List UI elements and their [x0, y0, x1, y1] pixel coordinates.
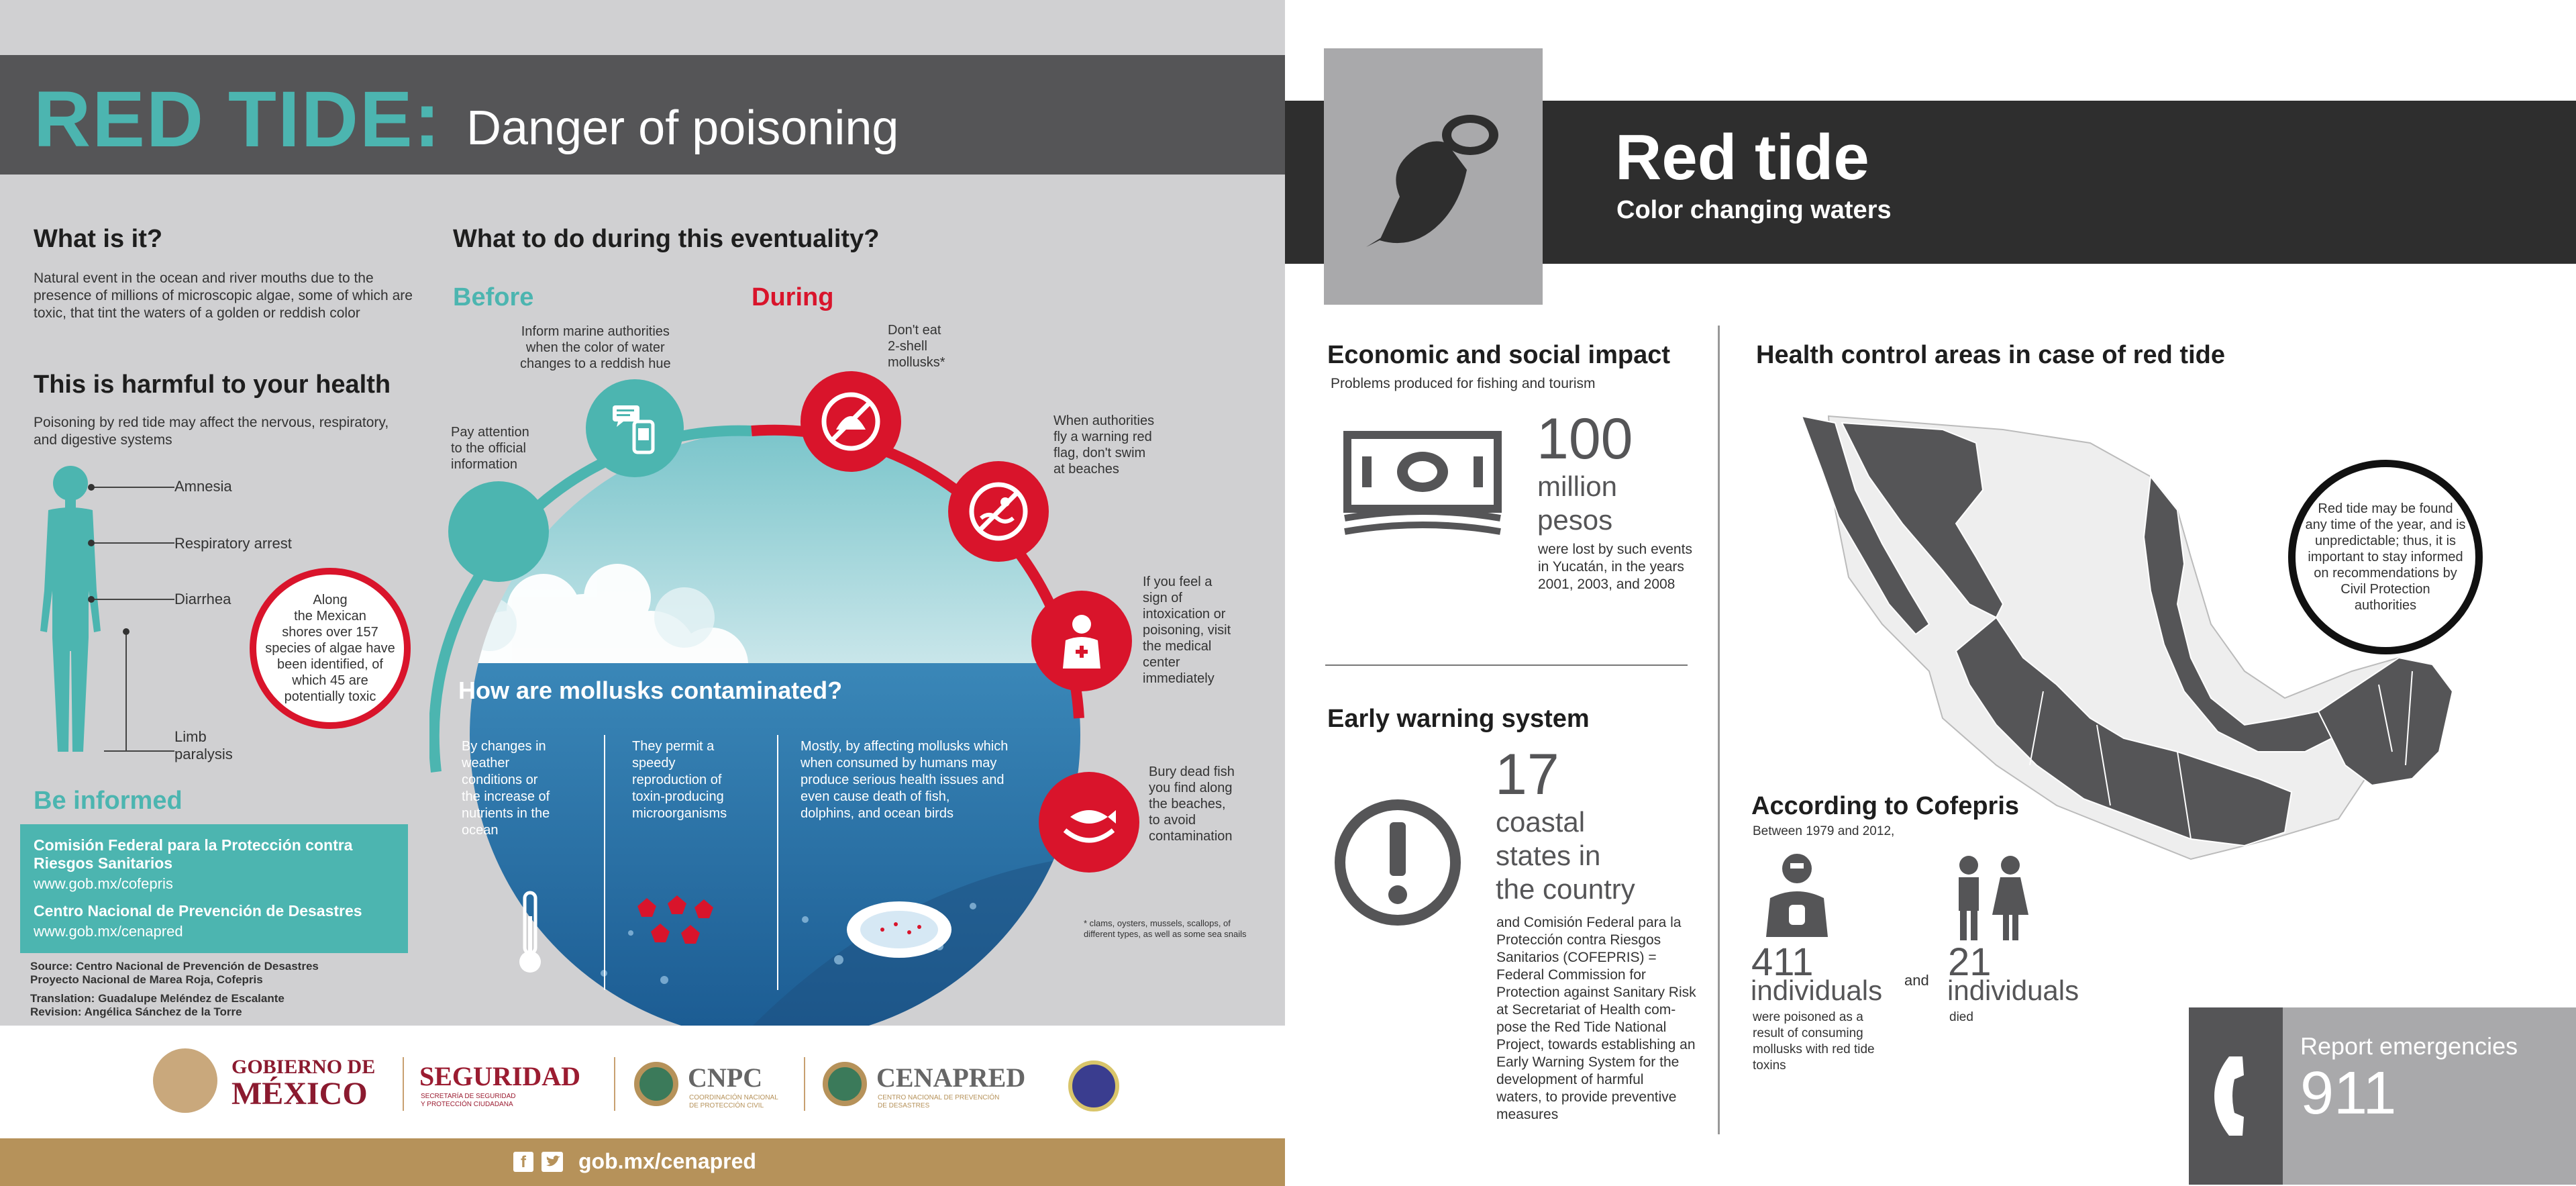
symptom-line-3 [91, 599, 174, 600]
poisoned-desc: were poisoned as a result of consuming mollusks with red tide toxins [1753, 1010, 1875, 1073]
before-dot-2 [586, 379, 684, 477]
microorganisms-icon [631, 893, 725, 967]
be-informed-heading: Be informed [34, 787, 183, 815]
money-icon [1342, 430, 1503, 544]
seguridad-logo: SEGURIDAD [419, 1061, 581, 1091]
during-text-1: Don't eat 2-shell mollusks* [888, 323, 945, 370]
cenapred-seal-icon [823, 1062, 867, 1106]
bury-fish-icon [1057, 790, 1121, 854]
economic-number: 100 [1537, 407, 1633, 471]
source-text: Source: Centro Nacional de Prevención de Desastres Proyecto Nacional de Marea Roja, Cofepris [30, 960, 319, 986]
thermometer-icon [513, 889, 547, 977]
during-icon-1 [801, 371, 901, 472]
divider-1 [604, 735, 605, 990]
before-text-2: Inform marine authorities when the color of water changes to a reddish hue [520, 324, 671, 371]
twitter-icon[interactable] [542, 1152, 563, 1172]
cnpc-seal-icon [634, 1062, 678, 1106]
during-text-2: When authorities fly a warning red flag, don't swim at beaches [1053, 413, 1155, 477]
map-note-text: Red tide may be found any time of the year, and is unpredictable; thus, it is important to stay informed on recommendations by Civil Protection authorities [2305, 501, 2466, 613]
symptom-dot-2 [88, 540, 95, 546]
org1-url[interactable]: www.gob.mx/cofepris [34, 875, 173, 892]
during-icon-4 [1039, 772, 1139, 873]
report-number[interactable]: 911 [2300, 1060, 2397, 1127]
facebook-icon[interactable]: f [513, 1152, 533, 1172]
symptom-dot-3 [88, 596, 95, 603]
water-flask-icon [1353, 96, 1514, 257]
right-infographic [1285, 0, 2576, 1186]
section-divider-h [1325, 664, 1688, 666]
doctor-icon [1055, 611, 1109, 671]
footnote: * clams, oysters, mussels, scallops, of different types, as well as some sea snails [1084, 918, 1247, 939]
gob-line-2: MÉXICO [231, 1076, 368, 1111]
phone-chat-icon [611, 401, 658, 455]
died-desc: died [1949, 1010, 1973, 1024]
emblem-icon [1068, 1060, 1119, 1111]
died-label: individuals [1947, 975, 2079, 1006]
early-number: 17 [1495, 742, 1559, 807]
be-informed-box [20, 824, 408, 953]
poisoned-label: individuals [1751, 975, 1883, 1006]
what-to-do-heading: What to do during this eventuality? [453, 225, 880, 253]
cofepris-sub: Between 1979 and 2012, [1753, 824, 1895, 838]
mollusk-icon [842, 889, 956, 963]
human-body-icon [34, 463, 107, 758]
algae-callout-text: Along the Mexican shores over 157 species of algae have been identified, of which 45 are potentially toxic [265, 593, 395, 704]
people-icon [1947, 854, 2034, 942]
logo-sep-2 [614, 1057, 615, 1111]
title-rest: Danger of poisoning [466, 101, 899, 155]
mollusks-cause-2: They permit a speedy reproduction of toxin-producing microorganisms [632, 739, 727, 821]
cenapred-sub: CENTRO NACIONAL DE PREVENCIÓN DE DESASTRES [878, 1094, 1000, 1109]
map-note [2288, 460, 2483, 654]
red-tide-title: Red tide [1615, 121, 1869, 193]
symptom-limb: Limb paralysis [174, 728, 233, 762]
what-is-it-body: Natural event in the ocean and river mouths due to the presence of millions of microscopic algae, some of which are toxic, that tint the waters of a golden or reddish color [34, 270, 413, 321]
phone-icon [2209, 1052, 2263, 1140]
translation-text: Translation: Guadalupe Meléndez de Escalante Revision: Angélica Sánchez de la Torre [30, 992, 285, 1018]
during-icon-2 [948, 461, 1049, 562]
symptom-dot-4 [123, 628, 130, 635]
section-divider-v [1718, 326, 1720, 1134]
early-desc: and Comisión Federal para la Protección contra Riesgos Sanitarios (COFEPRIS) = Federal Commission for Protection against Sanitary Risk at Secretariat of Health com- pose the Red Tide National Project, towards establishing an Early Warning System for the development of harmful waters, to provide preventive measures [1496, 915, 1696, 1122]
symptom-line-4a [125, 631, 127, 752]
no-shellfish-icon [819, 389, 883, 454]
org2-url[interactable]: www.gob.mx/cenapred [34, 923, 183, 940]
seguridad-sub: SECRETARÍA DE SEGURIDAD Y PROTECCIÓN CIUDADANA [421, 1093, 516, 1108]
mollusks-cause-3: Mostly, by affecting mollusks which when consumed by humans may produce serious health issues and even cause death of fish, dolphins, and ocean birds [801, 739, 1009, 821]
symptom-respiratory: Respiratory arrest [174, 535, 292, 552]
and-text: and [1904, 972, 1929, 989]
during-label: During [752, 283, 834, 311]
symptom-line-4b [104, 750, 174, 752]
title-icon-box [1324, 48, 1543, 305]
died-number: 21 [1948, 940, 1992, 984]
during-text-4: Bury dead fish you find along the beaches, to avoid contamination [1149, 764, 1235, 844]
logo-sep-3 [804, 1057, 805, 1111]
symptom-dot-1 [88, 484, 95, 491]
cnpc-sub: COORDINACIÓN NACIONAL DE PROTECCIÓN CIVIL [689, 1094, 778, 1109]
title-accent: RED TIDE: [34, 75, 442, 164]
sick-person-icon [1757, 851, 1837, 938]
org1-name: Comisión Federal para la Protección contra Riesgos Sanitarios [34, 836, 353, 872]
footer-url[interactable]: gob.mx/cenapred [578, 1149, 756, 1173]
report-icon-box [2189, 1007, 2283, 1185]
gob-seal-icon [153, 1048, 217, 1113]
red-tide-subtitle: Color changing waters [1616, 196, 1892, 224]
harmful-body: Poisoning by red tide may affect the nervous, respiratory, and digestive systems [34, 415, 389, 448]
mollusks-cause-1: By changes in weather conditions or the increase of nutrients in the ocean [462, 739, 550, 838]
symptom-line-1 [91, 487, 174, 488]
algae-callout [250, 568, 411, 729]
report-label: Report emergencies [2300, 1032, 2518, 1060]
economic-unit: million pesos [1537, 471, 1618, 536]
mollusks-heading: How are mollusks contaminated? [458, 677, 843, 704]
before-text-1: Pay attention to the official information [451, 425, 529, 472]
during-icon-3 [1031, 591, 1132, 691]
early-warning-heading: Early warning system [1327, 705, 1590, 733]
org2-name: Centro Nacional de Prevención de Desastres [34, 902, 362, 920]
early-unit: coastal states in the country [1496, 806, 1635, 905]
during-text-3: If you feel a sign of intoxication or poisoning, visit the medical center immediately [1143, 575, 1231, 686]
economic-sub: Problems produced for fishing and tourism [1331, 376, 1596, 391]
gob-line-1: GOBIERNO DE [231, 1056, 376, 1078]
map-heading: Health control areas in case of red tide [1756, 341, 2225, 369]
cenapred-logo: CENAPRED [876, 1063, 1026, 1093]
symptom-line-2 [91, 542, 174, 544]
before-label: Before [453, 283, 534, 311]
symptom-diarrhea: Diarrhea [174, 591, 231, 607]
before-dot-1 [448, 481, 549, 582]
what-is-it-heading: What is it? [34, 225, 163, 253]
divider-2 [777, 735, 778, 990]
economic-heading: Economic and social impact [1327, 341, 1671, 369]
cofepris-heading: According to Cofepris [1751, 792, 2020, 820]
logo-sep-1 [403, 1057, 404, 1111]
no-swim-icon [966, 479, 1031, 544]
economic-desc: were lost by such events in Yucatán, in the years 2001, 2003, and 2008 [1538, 542, 1692, 592]
cnpc-logo: CNPC [688, 1063, 763, 1093]
harmful-heading: This is harmful to your health [34, 370, 391, 399]
symptom-amnesia: Amnesia [174, 478, 232, 495]
poisoned-number: 411 [1751, 940, 1814, 984]
left-infographic [0, 0, 1285, 1186]
warning-icon [1331, 795, 1465, 930]
